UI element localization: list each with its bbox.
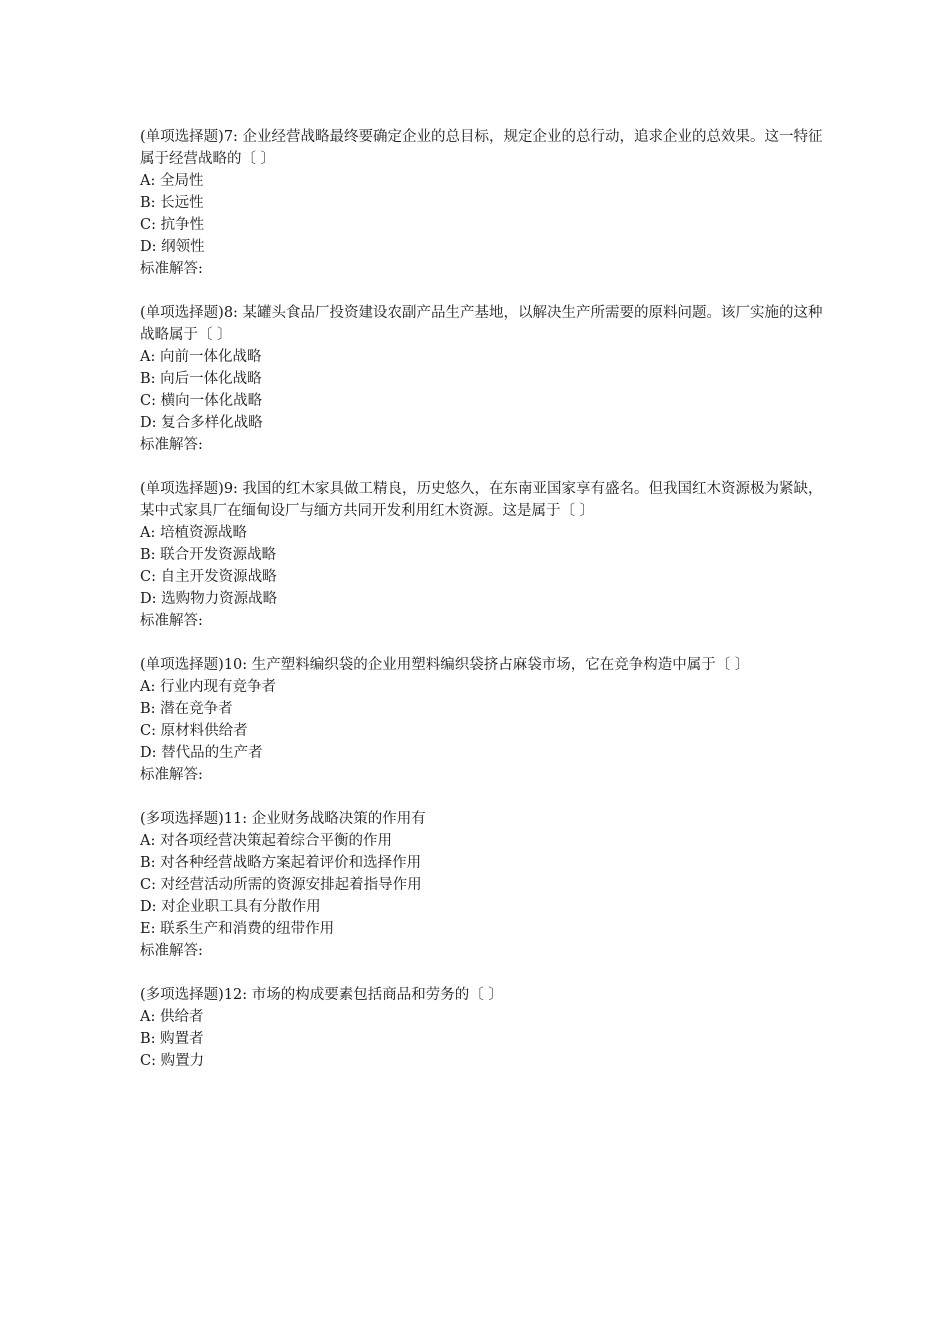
option-d: D: 选购物力资源战略 xyxy=(140,591,278,607)
option-c: C: 自主开发资源战略 xyxy=(140,569,277,585)
answer-label: 标准解答: xyxy=(140,943,203,959)
exam-document xyxy=(140,126,830,1094)
question-stem: (单项选择题)7: 企业经营战略最终要确定企业的总目标，规定企业的总行动，追求企业的总效果。这一特征属于经营战略的〔 〕 xyxy=(140,129,823,167)
question-stem: (多项选择题)12: 市场的构成要素包括商品和劳务的〔 〕 xyxy=(140,987,503,1003)
option-d: D: 对企业职工具有分散作用 xyxy=(140,899,321,915)
question-stem: (单项选择题)10: 生产塑料编织袋的企业用塑料编织袋挤占麻袋市场，它在竞争构造中属于〔 〕 xyxy=(140,657,750,673)
option-b: B: 联合开发资源战略 xyxy=(140,547,277,563)
question-7 xyxy=(140,126,830,280)
option-b: B: 对各种经营战略方案起着评价和选择作用 xyxy=(140,855,422,871)
answer-label: 标准解答: xyxy=(140,767,203,783)
option-c: C: 对经营活动所需的资源安排起着指导作用 xyxy=(140,877,422,893)
question-9 xyxy=(140,478,830,632)
option-d: D: 替代品的生产者 xyxy=(140,745,263,761)
question-11 xyxy=(140,808,830,962)
option-c: C: 购置力 xyxy=(140,1053,205,1069)
question-stem: (多项选择题)11: 企业财务战略决策的作用有 xyxy=(140,811,426,827)
option-a: A: 培植资源战略 xyxy=(140,525,247,541)
option-c: C: 抗争性 xyxy=(140,217,205,233)
option-a: A: 全局性 xyxy=(140,173,204,189)
option-d: D: 复合多样化战略 xyxy=(140,415,263,431)
option-c: C: 横向一体化战略 xyxy=(140,393,263,409)
answer-label: 标准解答: xyxy=(140,437,203,453)
option-b: B: 购置者 xyxy=(140,1031,204,1047)
option-b: B: 长远性 xyxy=(140,195,204,211)
option-b: B: 向后一体化战略 xyxy=(140,371,262,387)
option-a: A: 供给者 xyxy=(140,1009,204,1025)
option-e: E: 联系生产和消费的纽带作用 xyxy=(140,921,335,937)
option-a: A: 对各项经营决策起着综合平衡的作用 xyxy=(140,833,392,849)
option-a: A: 向前一体化战略 xyxy=(140,349,262,365)
question-8 xyxy=(140,302,830,456)
option-a: A: 行业内现有竞争者 xyxy=(140,679,276,695)
question-12 xyxy=(140,984,830,1072)
option-b: B: 潜在竞争者 xyxy=(140,701,233,717)
question-10 xyxy=(140,654,830,786)
option-d: D: 纲领性 xyxy=(140,239,205,255)
answer-label: 标准解答: xyxy=(140,613,203,629)
question-stem: (单项选择题)8: 某罐头食品厂投资建设农副产品生产基地，以解决生产所需要的原料问题。该厂实施的这种战略属于〔 〕 xyxy=(140,305,823,343)
question-stem: (单项选择题)9: 我国的红木家具做工精良，历史悠久，在东南亚国家享有盛名。但我国红木资源极为紧缺，某中式家具厂在缅甸设厂与缅方共同开发利用红木资源。这是属于〔 〕 xyxy=(140,481,823,519)
option-c: C: 原材料供给者 xyxy=(140,723,248,739)
answer-label: 标准解答: xyxy=(140,261,203,277)
